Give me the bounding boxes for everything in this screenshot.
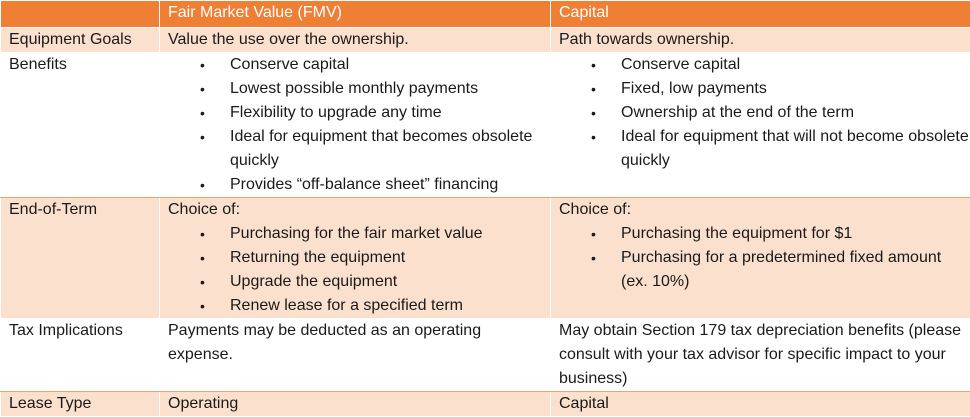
header-empty-cell (1, 1, 160, 28)
list-item-text: Ideal for equipment that becomes obsolete quickly (230, 128, 532, 169)
list-item-text: Ideal for equipment that will not become obsolete quickly (621, 128, 969, 169)
bullet-icon: • (200, 270, 230, 294)
list-item-text: Purchasing for the fair market value (230, 225, 483, 242)
header-row (1, 1, 970, 28)
list-item (591, 246, 970, 294)
list-item-text: Provides “off-balance sheet” financing (230, 176, 498, 193)
list-item (200, 270, 550, 294)
bullet-icon: • (591, 77, 621, 101)
choice-lead: Choice of: (168, 198, 550, 222)
row-lease-type (1, 392, 970, 417)
list-item (200, 246, 550, 270)
list-item-text: Purchasing for a predetermined fixed amount (ex. 10%) (621, 249, 941, 290)
capital-cell: May obtain Section 179 tax depreciation benefits (please consult with your tax advisor for specific impact to your business) (551, 319, 970, 392)
list-item-text: Lowest possible monthly payments (230, 80, 478, 97)
bullet-icon: • (200, 246, 230, 270)
fmv-cell: Payments may be deducted as an operating expense. (160, 319, 551, 392)
row-tax-implications (1, 319, 970, 392)
row-label: Equipment Goals (1, 28, 160, 53)
list-item (591, 222, 970, 246)
list-item-text: Fixed, low payments (621, 80, 767, 97)
row-benefits (1, 53, 970, 198)
fmv-cell (160, 198, 551, 319)
bullet-icon: • (591, 125, 621, 149)
fmv-end-of-term-list (168, 222, 550, 318)
fmv-cell (160, 53, 551, 198)
capital-cell (551, 198, 970, 319)
bullet-icon: • (591, 53, 621, 77)
fmv-cell: Operating (160, 392, 551, 417)
bullet-icon: • (200, 222, 230, 246)
list-item (591, 101, 970, 125)
list-item (200, 77, 550, 101)
capital-cell: Capital (551, 392, 970, 417)
bullet-icon: • (200, 101, 230, 125)
list-item (200, 294, 550, 318)
header-capital: Capital (551, 1, 970, 28)
capital-cell (551, 53, 970, 198)
row-label: Benefits (1, 53, 160, 198)
list-item (200, 53, 550, 77)
bullet-icon: • (200, 77, 230, 101)
list-item-text: Conserve capital (621, 56, 740, 73)
bullet-icon: • (591, 222, 621, 246)
list-item (200, 222, 550, 246)
choice-lead: Choice of: (559, 198, 970, 222)
fmv-benefits-list (168, 53, 550, 197)
list-item-text: Upgrade the equipment (230, 273, 397, 290)
row-label: End-of-Term (1, 198, 160, 319)
fmv-cell: Value the use over the ownership. (160, 28, 551, 53)
list-item (591, 125, 970, 173)
list-item-text: Conserve capital (230, 56, 349, 73)
bullet-icon: • (200, 53, 230, 77)
bullet-icon: • (591, 246, 621, 270)
row-label: Tax Implications (1, 319, 160, 392)
capital-benefits-list (559, 53, 970, 173)
bullet-icon: • (200, 294, 230, 318)
row-equipment-goals (1, 28, 970, 53)
list-item-text: Flexibility to upgrade any time (230, 104, 442, 121)
bullet-icon: • (200, 173, 230, 197)
list-item (200, 125, 550, 173)
row-label: Lease Type (1, 392, 160, 417)
list-item (591, 53, 970, 77)
list-item-text: Purchasing the equipment for $1 (621, 225, 852, 242)
capital-cell: Path towards ownership. (551, 28, 970, 53)
list-item-text: Renew lease for a specified term (230, 297, 463, 314)
bullet-icon: • (200, 125, 230, 149)
list-item-text: Ownership at the end of the term (621, 104, 854, 121)
list-item (200, 173, 550, 197)
list-item (200, 101, 550, 125)
row-end-of-term (1, 198, 970, 319)
bullet-icon: • (591, 101, 621, 125)
list-item (591, 77, 970, 101)
header-fmv: Fair Market Value (FMV) (160, 1, 551, 28)
list-item-text: Returning the equipment (230, 249, 405, 266)
capital-end-of-term-list (559, 222, 970, 294)
